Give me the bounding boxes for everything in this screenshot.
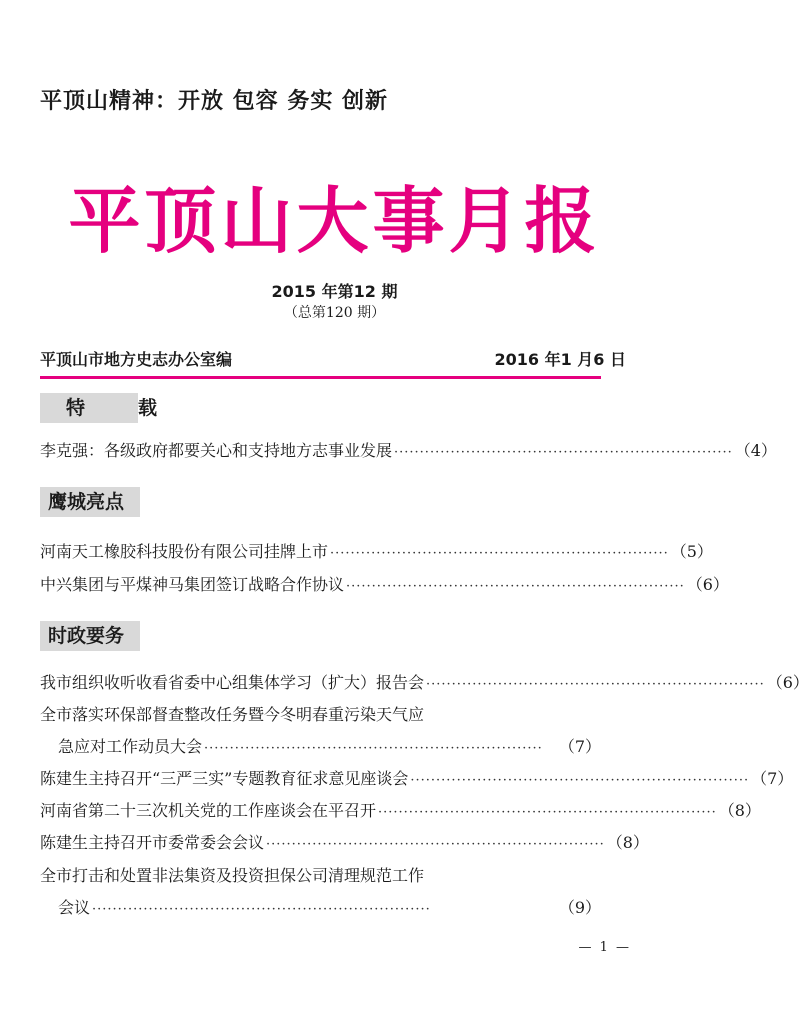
toc-entry[interactable]: [40, 438, 777, 464]
toc-entry-page: （5）: [670, 542, 713, 561]
editor-line: 平顶山市地方史志办公室编: [40, 350, 233, 369]
toc-entry-page: （9）: [558, 898, 601, 917]
toc-leader-dots: ··································································: [426, 677, 765, 692]
toc-entry[interactable]: [40, 798, 761, 824]
toc-entry[interactable]: [40, 670, 809, 696]
toc-entry-page: （6）: [766, 673, 809, 692]
section-heading-special-tail: 载: [138, 397, 158, 419]
section-heading-politics: 时政要务: [40, 621, 140, 651]
toc-leader-dots: ··································································: [410, 773, 750, 788]
toc-leader-dots: ··································································: [394, 445, 733, 460]
toc-entry-title-line1[interactable]: 全市打击和处置非法集资及投资担保公司清理规范工作: [40, 866, 425, 885]
toc-entry[interactable]: [40, 572, 729, 598]
toc-entry-title: 陈建生主持召开市委常委会会议: [40, 833, 265, 852]
toc-leader-dots: ··································································: [204, 741, 543, 756]
toc-entry-page: （7）: [558, 737, 601, 756]
toc-entry-title: 中兴集团与平煤神马集团签订战略合作协议: [40, 575, 345, 594]
toc-entry-page: （7）: [751, 769, 794, 788]
issue-number: 2015 年第12 期: [271, 282, 398, 301]
toc-entry-title: 急应对工作动员大会: [58, 737, 203, 756]
toc-leader-dots: ··································································: [92, 902, 431, 917]
toc-entry[interactable]: [58, 734, 601, 760]
toc-leader-dots: ··································································: [346, 579, 685, 594]
toc-entry[interactable]: [58, 895, 601, 921]
page-title: 平顶山大事月报: [68, 178, 601, 263]
toc-entry-title-line1[interactable]: 全市落实环保部督查整改任务暨今冬明春重污染天气应: [40, 705, 425, 724]
toc-entry-page: （8）: [606, 833, 649, 852]
toc-leader-dots: ··································································: [266, 837, 605, 852]
toc-entry-page: （4）: [734, 441, 777, 460]
toc-leader-dots: ··································································: [330, 546, 669, 561]
motto: 平顶山精神：开放 包容 务实 创新: [40, 89, 388, 114]
toc-entry-title: 陈建生主持召开“三严三实”专题教育征求意见座谈会: [40, 769, 409, 788]
toc-leader-dots: ··································································: [378, 805, 717, 820]
header-divider: [40, 376, 601, 379]
toc-entry-page: （6）: [686, 575, 729, 594]
section-heading-special: 特: [40, 393, 138, 423]
toc-entry[interactable]: [40, 766, 794, 792]
page-number: — 1 —: [578, 940, 631, 955]
section-heading-highlights: 鹰城亮点: [40, 487, 140, 517]
toc-entry[interactable]: [40, 539, 713, 565]
total-issue-number: （总第120 期）: [283, 305, 386, 321]
toc-entry-title: 河南天工橡胶科技股份有限公司挂牌上市: [40, 542, 329, 561]
toc-entry-page: （8）: [718, 801, 761, 820]
toc-entry[interactable]: [40, 830, 649, 856]
toc-entry-title: 我市组织收听收看省委中心组集体学习（扩大）报告会: [40, 673, 425, 692]
publication-date: 2016 年1 月6 日: [494, 350, 626, 369]
toc-entry-title: 会议: [58, 898, 91, 917]
toc-entry-title: 河南省第二十三次机关党的工作座谈会在平召开: [40, 801, 377, 820]
toc-entry-title: 李克强：各级政府都要关心和支持地方志事业发展: [40, 441, 393, 460]
